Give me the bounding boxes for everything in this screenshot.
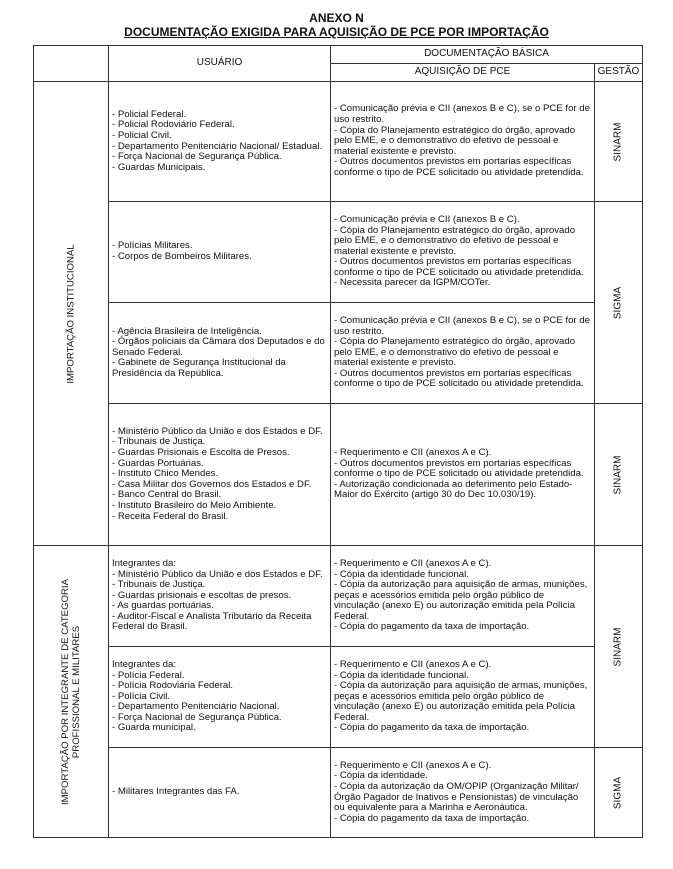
documentation-table (33, 45, 643, 838)
user-item: - Guarda municipal. (112, 722, 196, 734)
user-item: - Instituto Brasileiro do Meio Ambiente. (112, 499, 277, 511)
doc-item: - Necessita parecer da IGPM/COTer. (334, 277, 491, 289)
doc-item: - Comunicação prévia e CII (anexos B e C), se o PCE for de uso restrito. (334, 103, 590, 126)
user-item: - Policial Civil. (112, 129, 172, 141)
user-item: Integrantes da: (112, 658, 177, 670)
user-item: Integrantes da: (112, 557, 177, 569)
user-item: - Polícia Federal. (112, 669, 185, 681)
category-line-2: PROFISSIONAL E MILITARES (71, 625, 82, 758)
category-label: IMPORTAÇÃO INSTITUCIONAL (65, 243, 77, 384)
docs-cell (331, 748, 595, 838)
gestao-label: SIGMA (612, 776, 624, 809)
gestao-label: SINARM (612, 627, 624, 666)
users-cell (109, 748, 331, 838)
doc-item: - Cópia da identidade funcional. (334, 669, 469, 681)
docs-cell (331, 647, 595, 748)
doc-item: - Requerimento e CII (anexos A e C). (334, 658, 492, 670)
user-item: - Polícia Rodoviária Federal. (112, 680, 234, 692)
user-item: - Guardas prisionais e escoltas de presos. (112, 589, 292, 601)
header-corner-cell (34, 46, 109, 82)
user-item: - Guardas Portuárias. (112, 457, 204, 469)
doc-item: - Cópia do pagamento da taxa de importação. (334, 722, 530, 734)
doc-item: - Cópia do Planejamento estratégico do órgão, aprovado pelo EME, e o demonstrativo do efetivo de pessoal e material existente e previsto. (334, 336, 576, 369)
gestao-label: SIGMA (612, 286, 624, 319)
header-doc-basica: DOCUMENTAÇÃO BÁSICA (331, 46, 643, 64)
user-item: - Força Nacional de Segurança Pública. (112, 711, 282, 723)
doc-item: - Cópia do Planejamento estratégico do órgão, aprovado pelo EME, e o demonstrativo do efetivo de pessoal e material existente e previsto. (334, 124, 576, 157)
doc-item: - Cópia da autorização para aquisição de armas, munições, peças e acessórios emitida pelo órgão público de vinculação (anexo E) ou autorização emitida pela Polícia Federal. (334, 579, 588, 622)
docs-cell (331, 82, 595, 202)
gestao-label: SINARM (612, 455, 624, 494)
doc-item: - Cópia da identidade. (334, 770, 428, 782)
users-cell (109, 546, 331, 647)
user-item: - Ministério Público da União e dos Estados e DF. (112, 425, 323, 437)
users-cell (109, 82, 331, 202)
users-cell (109, 647, 331, 748)
doc-item: - Outros documentos previstos em portarias específicas conforme o tipo de PCE solicitado ou atividade pretendida. (334, 457, 584, 480)
user-item: - Polícias Militares. (112, 240, 193, 252)
user-item: - Guardas Municipais. (112, 161, 206, 173)
user-item: - Corpos de Bombeiros Militares. (112, 251, 252, 262)
user-item: - As guardas portuárias. (112, 600, 214, 612)
document-titles (0, 11, 673, 39)
user-item: - Guardas Prisionais e Escolta de Presos. (112, 447, 290, 459)
annex-title: ANEXO N (309, 11, 364, 25)
doc-item: - Outros documentos previstos em portarias específicas conforme o tipo de PCE solicitado ou atividade pretendida. (334, 256, 584, 278)
category-line-1: IMPORTAÇÃO POR INTEGRANTE DE CATEGORIA (60, 578, 71, 805)
doc-item: - Outros documentos previstos em portarias específicas conforme o tipo de PCE solicitado ou atividade pretendida. (334, 367, 584, 390)
doc-item: - Requerimento e CII (anexos A e C). (334, 557, 492, 569)
docs-cell (331, 404, 595, 546)
gestao-cell (595, 82, 643, 202)
gestao-cell (595, 748, 643, 838)
user-item: - Departamento Penitenciário Nacional/ Estadual. (112, 140, 323, 152)
user-item: - Policial Federal. (112, 108, 187, 120)
docs-cell (331, 202, 595, 303)
user-item: - Policial Rodoviário Federal. (112, 119, 235, 131)
user-item: - Casa Militar dos Governos dos Estados e DF. (112, 478, 312, 490)
header-aquisicao: AQUISIÇÃO DE PCE (331, 64, 595, 82)
gestao-cell (595, 546, 643, 748)
doc-item: - Autorização condicionada ao deferimento pelo Estado-Maior do Exército (artigo 30 do Dec 10.030/19). (334, 478, 573, 501)
doc-item: - Outros documentos previstos em portarias específicas conforme o tipo de PCE solicitado ou atividade pretendida. (334, 156, 584, 178)
doc-item: - Requerimento e CII (anexos A e C). (334, 447, 492, 459)
user-item: - Ministério Público da União e dos Estados e DF. (112, 568, 323, 580)
annex-subtitle: DOCUMENTAÇÃO EXIGIDA PARA AQUISIÇÃO DE PCE POR IMPORTAÇÃO (124, 25, 549, 39)
user-item: - Gabinete de Segurança Institucional da Presidência da República. (112, 357, 286, 379)
doc-item: - Cópia da identidade funcional. (334, 568, 469, 580)
gestao-label: SINARM (612, 122, 624, 161)
doc-item: - Cópia do Planejamento estratégico do órgão, aprovado pelo EME, e o demonstrativo do efetivo de pessoal e material existente e previsto. (334, 224, 576, 257)
category-institucional (34, 82, 109, 546)
user-item: - Auditor-Fiscal e Analista Tributário da Receita Federal do Brasil. (112, 610, 312, 633)
doc-item: - Requerimento e CII (anexos A e C). (334, 759, 492, 771)
docs-cell (331, 303, 595, 404)
user-item: - Departamento Penitenciário Nacional. (112, 701, 280, 713)
user-item: - Tribunais de Justiça. (112, 436, 206, 448)
user-item: - Banco Central do Brasil. (112, 489, 222, 501)
user-item: - Tribunais de Justiça. (112, 579, 206, 591)
doc-item: - Cópia do pagamento da taxa de importação. (334, 812, 530, 824)
header-gestao: GESTÃO (595, 64, 643, 82)
docs-cell (331, 546, 595, 647)
doc-item: - Cópia da autorização da OM/OPIP (Organização Militar/Órgão Pagador de Inativos e Pensionistas) de vinculação ou equivalente para a Marinha e Aeronáutica. (334, 780, 579, 814)
user-item: - Órgãos policiais da Câmara dos Deputados e do Senado Federal. (112, 336, 325, 358)
user-item: - Instituto Chico Mendes. (112, 468, 219, 480)
category-label (60, 578, 82, 804)
user-item: - Força Nacional de Segurança Pública. (112, 151, 282, 163)
doc-item: - Cópia do pagamento da taxa de importação. (334, 621, 530, 633)
header-usuario: USUÁRIO (109, 46, 331, 82)
user-item: - Agência Brasileira de Inteligência. (112, 325, 262, 337)
doc-item: - Cópia da autorização para aquisição de armas, munições, peças e acessórios emitida pelo órgão público de vinculação (anexo E) ou autorização emitida pela Polícia Federal. (334, 680, 588, 723)
users-cell (109, 404, 331, 546)
gestao-cell (595, 202, 643, 404)
users-cell (109, 303, 331, 404)
user-item: - Militares Integrantes das FA. (112, 786, 240, 798)
gestao-cell (595, 404, 643, 546)
user-item: - Receita Federal do Brasil. (112, 510, 229, 522)
category-profissional (34, 546, 109, 838)
users-cell (109, 202, 331, 303)
doc-item: - Comunicação prévia e CII (anexos B e C), se o PCE for de uso restrito. (334, 314, 590, 337)
doc-item: - Comunicação prévia e CII (anexos B e C). (334, 213, 520, 225)
user-item: - Polícia Civil. (112, 690, 171, 702)
